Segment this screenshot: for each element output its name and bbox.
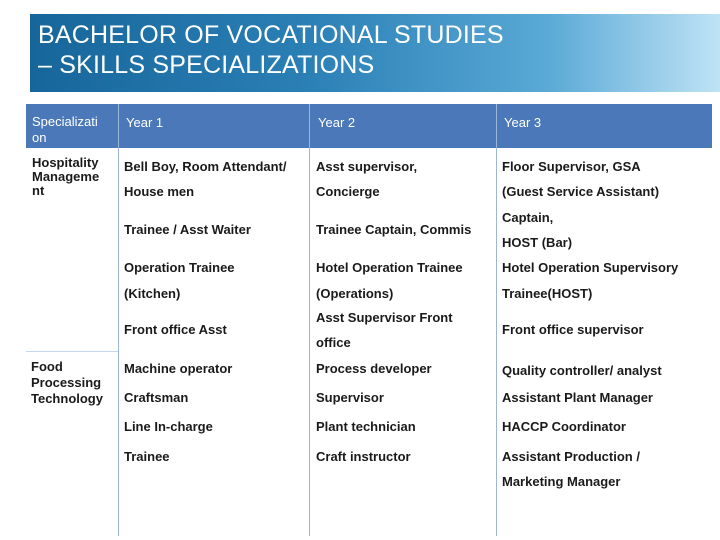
spec-label-line: Technology [31, 391, 103, 406]
column-divider [309, 104, 310, 536]
table-cell: Bell Boy, Room Attendant/ [124, 159, 287, 174]
spec-label-line: nt [32, 183, 45, 198]
spec-label-line: Food [31, 359, 63, 374]
table-cell: Marketing Manager [502, 474, 621, 489]
header-spec-line: Specializati [32, 114, 98, 129]
header-specialization [32, 114, 98, 146]
table-cell: Asst supervisor, [316, 159, 418, 174]
table-cell: Trainee / Asst Waiter [124, 222, 251, 237]
spec-label-line: Manageme [32, 169, 100, 184]
specializations-table [26, 104, 712, 536]
spec-label-line: Hospitality [32, 155, 99, 170]
table-cell: Craftsman [124, 390, 189, 405]
table-cell: Asst Supervisor Front [316, 310, 453, 325]
table-cell: Front office supervisor [502, 322, 644, 337]
header-year-3: Year 3 [504, 115, 542, 130]
table-cell: Trainee(HOST) [502, 286, 593, 301]
table-cell: Floor Supervisor, GSA [502, 159, 641, 174]
table-cell: Captain, [502, 210, 554, 225]
table-cell: Supervisor [316, 390, 384, 405]
table-cell: Trainee [124, 449, 170, 464]
table-cell: Machine operator [124, 361, 233, 376]
header-year-2: Year 2 [318, 115, 356, 130]
table-cell: Trainee Captain, Commis [316, 222, 472, 237]
table-cell: Concierge [316, 184, 380, 199]
table-cell: Plant technician [316, 419, 416, 434]
title-line-2: – SKILLS SPECIALIZATIONS [38, 51, 375, 79]
title-line-1: BACHELOR OF VOCATIONAL STUDIES [38, 21, 504, 49]
table-cell: Operation Trainee [124, 260, 235, 275]
table-cell: HACCP Coordinator [502, 419, 626, 434]
table-cell: (Operations) [316, 286, 394, 301]
spec-label-line: Processing [31, 375, 102, 390]
table-cell: Process developer [316, 361, 432, 376]
table-cell: office [316, 335, 351, 350]
table-cell: Front office Asst [124, 322, 227, 337]
table-cell: Hotel Operation Supervisory [502, 260, 679, 275]
table-cell: (Kitchen) [124, 286, 181, 301]
table-cell: House men [124, 184, 195, 199]
table-cell: Quality controller/ analyst [502, 363, 662, 378]
table-cell: Line In-charge [124, 419, 213, 434]
column-divider [496, 104, 497, 536]
table-cell: (Guest Service Assistant) [502, 184, 660, 199]
table-cell: Craft instructor [316, 449, 411, 464]
table-cell: HOST (Bar) [502, 235, 573, 250]
header-spec-line: on [32, 130, 47, 145]
column-divider [118, 104, 119, 536]
header-year-1: Year 1 [126, 115, 164, 130]
spec-food-processing [31, 359, 103, 407]
section-divider [26, 351, 118, 352]
table-cell: Hotel Operation Trainee [316, 260, 463, 275]
table-cell: Assistant Plant Manager [502, 390, 653, 405]
table-cell: Assistant Production / [502, 449, 640, 464]
slide-title [38, 20, 504, 80]
spec-hospitality [32, 156, 99, 198]
